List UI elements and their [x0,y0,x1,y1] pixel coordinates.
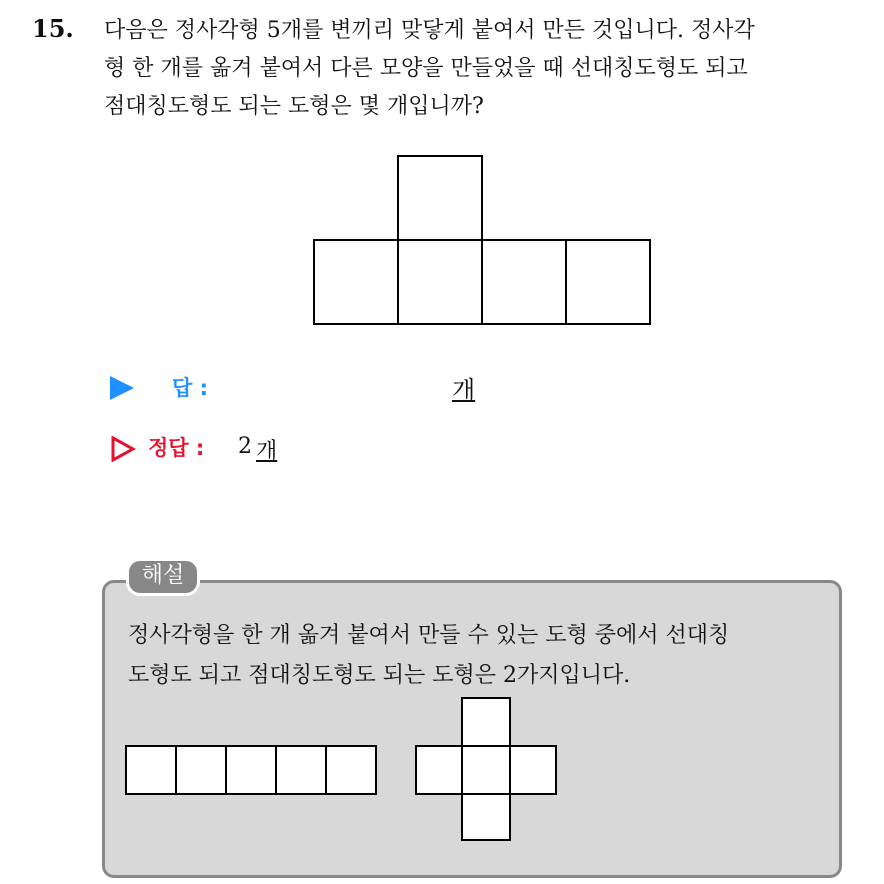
explanation-line: 정사각형을 한 개 옮겨 붙여서 만들 수 있는 도형 중에서 선대칭 [128,623,730,648]
question-line: 다음은 정사각형 5개를 변끼리 맞닿게 붙여서 만든 것입니다. 정사각 [104,18,755,43]
correct-label: 정답 : [148,436,205,460]
square [462,698,510,746]
square [314,240,398,324]
cross-pentomino-figure [414,696,560,842]
pentomino-t-figure [312,154,652,326]
explanation-text [128,616,828,696]
question-line: 형 한 개를 옮겨 붙여서 다른 모양을 만들었을 때 선대칭도형도 되고 [104,56,748,81]
square [462,794,510,840]
correct-answer-row [110,432,410,464]
question-line: 점대칭도형도 되는 도형은 몇 개입니까? [104,94,484,119]
square [416,746,462,794]
square [226,746,276,794]
question-number: 15. [32,14,74,43]
square [398,240,482,324]
triangle-outline-icon [110,436,136,462]
square [510,746,556,794]
square [276,746,326,794]
answer-label: 답 : [172,376,208,400]
explanation-tag: 해설 [126,558,200,596]
i-pentomino-figure [124,744,378,796]
question-text [104,12,874,126]
square [326,746,376,794]
correct-unit: 개 [256,439,278,464]
square [126,746,176,794]
play-icon [110,376,134,400]
square [462,746,510,794]
correct-value: 2 [238,434,252,459]
square [176,746,226,794]
square [482,240,566,324]
square [566,240,650,324]
answer-row [110,372,530,404]
square [398,156,482,240]
explanation-line: 도형도 되고 점대칭도형도 되는 도형은 2가지입니다. [128,663,631,688]
answer-unit: 개 [452,376,476,404]
